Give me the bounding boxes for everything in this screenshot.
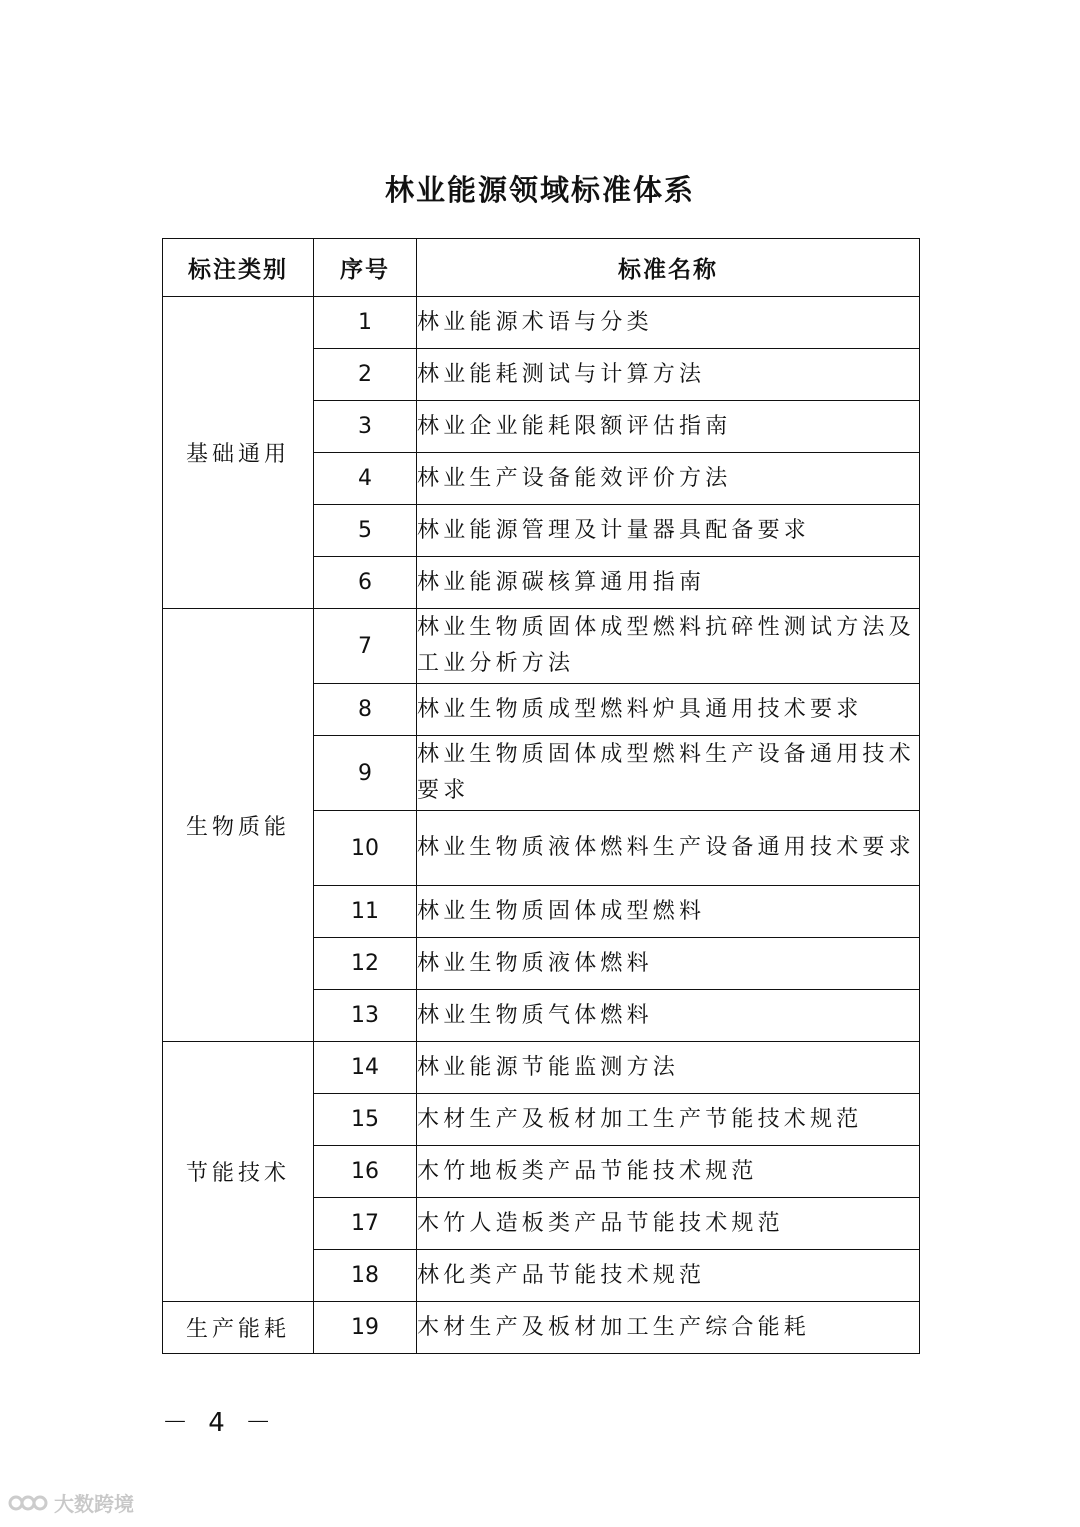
row-number: 19	[314, 1302, 417, 1354]
category-cell: 基础通用	[163, 297, 314, 609]
table-header-row	[163, 239, 920, 297]
standard-name: 林业生物质液体燃料生产设备通用技术要求	[417, 811, 920, 886]
standard-name: 林业能源碳核算通用指南	[417, 557, 920, 609]
standard-name: 林业能源管理及计量器具配备要求	[417, 505, 920, 557]
row-number: 9	[314, 736, 417, 811]
category-cell: 节能技术	[163, 1042, 314, 1302]
row-number: 13	[314, 990, 417, 1042]
standards-table	[162, 238, 920, 1354]
row-number: 5	[314, 505, 417, 557]
table-row	[163, 1302, 920, 1354]
row-number: 2	[314, 349, 417, 401]
row-number: 8	[314, 684, 417, 736]
standard-name: 林业能源节能监测方法	[417, 1042, 920, 1094]
row-number: 4	[314, 453, 417, 505]
category-cell: 生物质能	[163, 609, 314, 1042]
row-number: 15	[314, 1094, 417, 1146]
standard-name: 林业能耗测试与计算方法	[417, 349, 920, 401]
standard-name: 林业生物质液体燃料	[417, 938, 920, 990]
row-number: 10	[314, 811, 417, 886]
standard-name: 木竹人造板类产品节能技术规范	[417, 1198, 920, 1250]
row-number: 7	[314, 609, 417, 684]
table-row	[163, 1042, 920, 1094]
row-number: 16	[314, 1146, 417, 1198]
header-standard-name: 标准名称	[417, 239, 920, 297]
standard-name: 林化类产品节能技术规范	[417, 1250, 920, 1302]
standard-name: 林业企业能耗限额评估指南	[417, 401, 920, 453]
standard-name: 林业生物质固体成型燃料	[417, 886, 920, 938]
standard-name: 木竹地板类产品节能技术规范	[417, 1146, 920, 1198]
document-title: 林业能源领域标准体系	[384, 173, 695, 207]
row-number: 12	[314, 938, 417, 990]
row-number: 3	[314, 401, 417, 453]
header-category: 标注类别	[163, 239, 314, 297]
standard-name: 林业生产设备能效评价方法	[417, 453, 920, 505]
row-number: 1	[314, 297, 417, 349]
row-number: 14	[314, 1042, 417, 1094]
standard-name: 木材生产及板材加工生产节能技术规范	[417, 1094, 920, 1146]
standard-name: 木材生产及板材加工生产综合能耗	[417, 1302, 920, 1354]
table-row	[163, 297, 920, 349]
standard-name: 林业生物质成型燃料炉具通用技术要求	[417, 684, 920, 736]
watermark-text: 大数跨境	[54, 1492, 134, 1516]
row-number: 6	[314, 557, 417, 609]
row-number: 11	[314, 886, 417, 938]
standard-name: 林业生物质固体成型燃料抗碎性测试方法及工业分析方法	[417, 609, 920, 684]
row-number: 18	[314, 1250, 417, 1302]
table-row	[163, 609, 920, 684]
header-number: 序号	[314, 239, 417, 297]
standard-name: 林业生物质固体成型燃料生产设备通用技术要求	[417, 736, 920, 811]
row-number: 17	[314, 1198, 417, 1250]
watermark	[8, 1488, 134, 1517]
category-cell: 生产能耗	[163, 1302, 314, 1354]
standard-name: 林业生物质气体燃料	[417, 990, 920, 1042]
standard-name: 林业能源术语与分类	[417, 297, 920, 349]
watermark-logo-icon	[8, 1491, 48, 1515]
page-number: － 4 －	[162, 1408, 278, 1438]
